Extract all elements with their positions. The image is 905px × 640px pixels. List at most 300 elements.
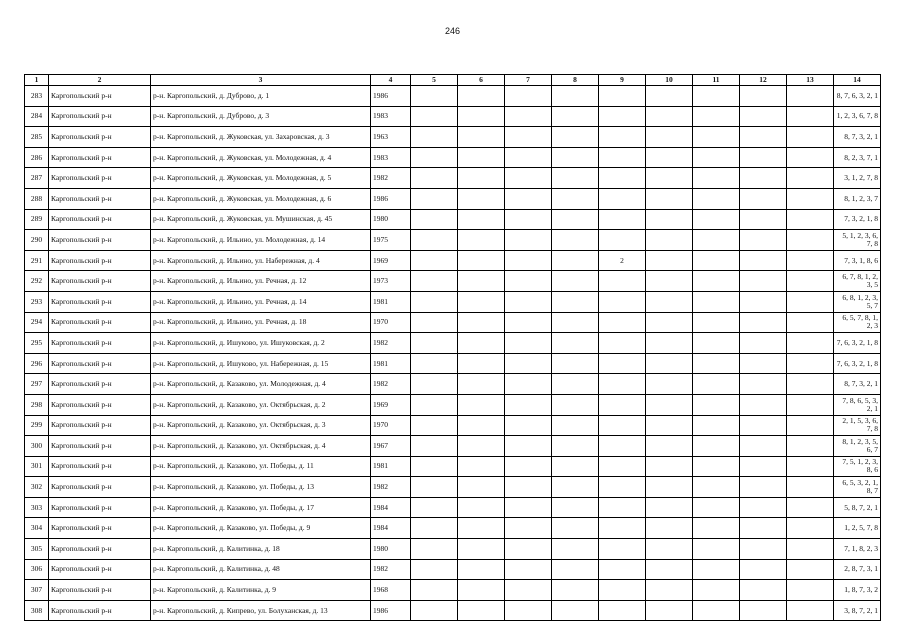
col9-cell — [599, 168, 646, 189]
row-number-cell: 305 — [25, 539, 49, 560]
empty-cell — [552, 518, 599, 539]
empty-cell — [552, 271, 599, 292]
empty-cell — [411, 415, 458, 436]
empty-cell — [693, 559, 740, 580]
address-cell: р-н. Каргопольский, д. Казаково, ул. Победы, д. 17 — [151, 497, 371, 518]
empty-cell — [552, 333, 599, 354]
empty-cell — [505, 539, 552, 560]
col9-cell — [599, 374, 646, 395]
row-number-cell: 290 — [25, 230, 49, 251]
col9-cell — [599, 456, 646, 477]
table-row — [25, 600, 881, 621]
table-row — [25, 415, 881, 436]
column-header: 8 — [552, 75, 599, 86]
table-row — [25, 86, 881, 107]
empty-cell — [693, 518, 740, 539]
empty-cell — [646, 394, 693, 415]
col9-cell — [599, 127, 646, 148]
year-cell: 1986 — [371, 86, 411, 107]
empty-cell — [411, 353, 458, 374]
empty-cell — [693, 312, 740, 333]
empty-cell — [505, 353, 552, 374]
district-cell: Каргопольский р-н — [49, 127, 151, 148]
empty-cell — [693, 271, 740, 292]
row-number-cell: 283 — [25, 86, 49, 107]
district-cell: Каргопольский р-н — [49, 106, 151, 127]
empty-cell — [458, 250, 505, 271]
district-cell: Каргопольский р-н — [49, 291, 151, 312]
empty-cell — [740, 394, 787, 415]
col9-cell — [599, 394, 646, 415]
table-row — [25, 333, 881, 354]
empty-cell — [646, 168, 693, 189]
year-cell: 1967 — [371, 436, 411, 457]
address-cell: р-н. Каргопольский, д. Жуковская, ул. Молодежная, д. 6 — [151, 188, 371, 209]
empty-cell — [458, 209, 505, 230]
empty-cell — [458, 291, 505, 312]
codes-cell: 2, 8, 7, 3, 1 — [834, 559, 881, 580]
district-cell: Каргопольский р-н — [49, 188, 151, 209]
empty-cell — [646, 230, 693, 251]
empty-cell — [411, 188, 458, 209]
table-row — [25, 518, 881, 539]
empty-cell — [458, 518, 505, 539]
empty-cell — [505, 394, 552, 415]
row-number-cell: 306 — [25, 559, 49, 580]
column-header: 12 — [740, 75, 787, 86]
district-cell: Каргопольский р-н — [49, 600, 151, 621]
empty-cell — [505, 271, 552, 292]
empty-cell — [693, 600, 740, 621]
empty-cell — [646, 353, 693, 374]
empty-cell — [505, 600, 552, 621]
col9-cell — [599, 518, 646, 539]
year-cell: 1984 — [371, 497, 411, 518]
address-cell: р-н. Каргопольский, д. Жуковская, ул. Захаровская, д. 3 — [151, 127, 371, 148]
row-number-cell: 298 — [25, 394, 49, 415]
col9-cell: 2 — [599, 250, 646, 271]
empty-cell — [740, 188, 787, 209]
empty-cell — [458, 456, 505, 477]
col9-cell — [599, 106, 646, 127]
year-cell: 1982 — [371, 374, 411, 395]
empty-cell — [740, 230, 787, 251]
row-number-cell: 286 — [25, 147, 49, 168]
column-header: 2 — [49, 75, 151, 86]
table-row — [25, 477, 881, 498]
empty-cell — [505, 333, 552, 354]
empty-cell — [787, 394, 834, 415]
empty-cell — [740, 436, 787, 457]
table-row — [25, 559, 881, 580]
empty-cell — [458, 559, 505, 580]
empty-cell — [646, 106, 693, 127]
empty-cell — [505, 518, 552, 539]
codes-cell: 8, 7, 3, 2, 1 — [834, 127, 881, 148]
empty-cell — [458, 86, 505, 107]
codes-cell: 7, 3, 2, 1, 8 — [834, 209, 881, 230]
empty-cell — [646, 539, 693, 560]
col9-cell — [599, 497, 646, 518]
col9-cell — [599, 539, 646, 560]
empty-cell — [646, 456, 693, 477]
district-cell: Каргопольский р-н — [49, 209, 151, 230]
year-cell: 1973 — [371, 271, 411, 292]
district-cell: Каргопольский р-н — [49, 168, 151, 189]
empty-cell — [552, 539, 599, 560]
year-cell: 1980 — [371, 209, 411, 230]
empty-cell — [693, 86, 740, 107]
table-row — [25, 127, 881, 148]
empty-cell — [552, 477, 599, 498]
row-number-cell: 297 — [25, 374, 49, 395]
column-header: 11 — [693, 75, 740, 86]
district-cell: Каргопольский р-н — [49, 353, 151, 374]
year-cell: 1969 — [371, 250, 411, 271]
empty-cell — [693, 436, 740, 457]
district-cell: Каргопольский р-н — [49, 147, 151, 168]
address-cell: р-н. Каргопольский, д. Жуковская, ул. Мушинская, д. 45 — [151, 209, 371, 230]
row-number-cell: 293 — [25, 291, 49, 312]
empty-cell — [740, 497, 787, 518]
empty-cell — [411, 374, 458, 395]
empty-cell — [787, 580, 834, 601]
col9-cell — [599, 436, 646, 457]
codes-cell: 1, 8, 7, 3, 2 — [834, 580, 881, 601]
codes-cell: 5, 8, 7, 2, 1 — [834, 497, 881, 518]
empty-cell — [505, 374, 552, 395]
empty-cell — [411, 147, 458, 168]
empty-cell — [740, 415, 787, 436]
district-cell: Каргопольский р-н — [49, 394, 151, 415]
empty-cell — [552, 456, 599, 477]
year-cell: 1986 — [371, 600, 411, 621]
table-row — [25, 250, 881, 271]
district-cell: Каргопольский р-н — [49, 333, 151, 354]
col9-cell — [599, 291, 646, 312]
table-row — [25, 209, 881, 230]
address-cell: р-н. Каргопольский, д. Калитинка, д. 18 — [151, 539, 371, 560]
address-cell: р-н. Каргопольский, д. Казаково, ул. Победы, д. 13 — [151, 477, 371, 498]
empty-cell — [552, 106, 599, 127]
empty-cell — [740, 539, 787, 560]
empty-cell — [646, 518, 693, 539]
empty-cell — [740, 456, 787, 477]
empty-cell — [740, 127, 787, 148]
empty-cell — [505, 147, 552, 168]
district-cell: Каргопольский р-н — [49, 250, 151, 271]
empty-cell — [505, 86, 552, 107]
table-row — [25, 374, 881, 395]
codes-cell: 7, 6, 3, 2, 1, 8 — [834, 333, 881, 354]
empty-cell — [646, 209, 693, 230]
address-cell: р-н. Каргопольский, д. Ильино, ул. Речная, д. 18 — [151, 312, 371, 333]
empty-cell — [411, 497, 458, 518]
empty-cell — [693, 127, 740, 148]
year-cell: 1983 — [371, 106, 411, 127]
empty-cell — [787, 477, 834, 498]
col9-cell — [599, 477, 646, 498]
empty-cell — [646, 147, 693, 168]
empty-cell — [505, 127, 552, 148]
empty-cell — [505, 230, 552, 251]
district-cell: Каргопольский р-н — [49, 230, 151, 251]
empty-cell — [693, 394, 740, 415]
empty-cell — [411, 230, 458, 251]
empty-cell — [458, 168, 505, 189]
year-cell: 1986 — [371, 188, 411, 209]
empty-cell — [787, 209, 834, 230]
page-number: 246 — [444, 26, 461, 36]
district-cell: Каргопольский р-н — [49, 271, 151, 292]
empty-cell — [693, 209, 740, 230]
codes-cell: 7, 6, 3, 2, 1, 8 — [834, 353, 881, 374]
empty-cell — [411, 600, 458, 621]
address-cell: р-н. Каргопольский, д. Калитинка, д. 48 — [151, 559, 371, 580]
codes-cell: 6, 5, 7, 8, 1, 2, 3 — [834, 312, 881, 333]
codes-cell: 6, 8, 1, 2, 3, 5, 7 — [834, 291, 881, 312]
empty-cell — [740, 250, 787, 271]
empty-cell — [458, 333, 505, 354]
empty-cell — [693, 456, 740, 477]
empty-cell — [646, 580, 693, 601]
column-header: 10 — [646, 75, 693, 86]
empty-cell — [787, 374, 834, 395]
address-cell: р-н. Каргопольский, д. Дуброво, д. 1 — [151, 86, 371, 107]
empty-cell — [458, 436, 505, 457]
empty-cell — [787, 518, 834, 539]
empty-cell — [646, 477, 693, 498]
address-cell: р-н. Каргопольский, д. Ильино, ул. Речная, д. 12 — [151, 271, 371, 292]
empty-cell — [552, 394, 599, 415]
column-header: 5 — [411, 75, 458, 86]
empty-cell — [411, 456, 458, 477]
empty-cell — [693, 580, 740, 601]
row-number-cell: 294 — [25, 312, 49, 333]
data-table — [24, 74, 881, 621]
address-cell: р-н. Каргопольский, д. Казаково, ул. Октябрьская, д. 4 — [151, 436, 371, 457]
empty-cell — [552, 209, 599, 230]
year-cell: 1980 — [371, 539, 411, 560]
empty-cell — [646, 312, 693, 333]
empty-cell — [646, 497, 693, 518]
empty-cell — [552, 436, 599, 457]
year-cell: 1982 — [371, 559, 411, 580]
empty-cell — [740, 106, 787, 127]
empty-cell — [787, 456, 834, 477]
empty-cell — [693, 374, 740, 395]
empty-cell — [458, 539, 505, 560]
col9-cell — [599, 415, 646, 436]
empty-cell — [505, 436, 552, 457]
empty-cell — [646, 127, 693, 148]
empty-cell — [552, 580, 599, 601]
row-number-cell: 292 — [25, 271, 49, 292]
address-cell: р-н. Каргопольский, д. Дуброво, д. 3 — [151, 106, 371, 127]
address-cell: р-н. Каргопольский, д. Кипрево, ул. Болуханская, д. 13 — [151, 600, 371, 621]
empty-cell — [458, 394, 505, 415]
codes-cell: 8, 1, 2, 3, 7 — [834, 188, 881, 209]
district-cell: Каргопольский р-н — [49, 86, 151, 107]
empty-cell — [740, 580, 787, 601]
empty-cell — [740, 312, 787, 333]
empty-cell — [693, 188, 740, 209]
col9-cell — [599, 271, 646, 292]
empty-cell — [787, 436, 834, 457]
row-number-cell: 295 — [25, 333, 49, 354]
empty-cell — [505, 250, 552, 271]
empty-cell — [646, 436, 693, 457]
table-row — [25, 539, 881, 560]
district-cell: Каргопольский р-н — [49, 580, 151, 601]
empty-cell — [552, 291, 599, 312]
empty-cell — [552, 559, 599, 580]
empty-cell — [505, 477, 552, 498]
empty-cell — [505, 497, 552, 518]
empty-cell — [740, 518, 787, 539]
table-row — [25, 168, 881, 189]
empty-cell — [505, 580, 552, 601]
empty-cell — [693, 106, 740, 127]
empty-cell — [552, 147, 599, 168]
codes-cell: 6, 7, 8, 1, 2, 3, 5 — [834, 271, 881, 292]
empty-cell — [505, 415, 552, 436]
empty-cell — [458, 127, 505, 148]
empty-cell — [458, 415, 505, 436]
district-cell: Каргопольский р-н — [49, 477, 151, 498]
empty-cell — [740, 333, 787, 354]
empty-cell — [740, 86, 787, 107]
district-cell: Каргопольский р-н — [49, 518, 151, 539]
empty-cell — [552, 312, 599, 333]
empty-cell — [505, 291, 552, 312]
empty-cell — [787, 312, 834, 333]
column-header: 3 — [151, 75, 371, 86]
empty-cell — [693, 539, 740, 560]
row-number-cell: 307 — [25, 580, 49, 601]
empty-cell — [411, 127, 458, 148]
year-cell: 1981 — [371, 291, 411, 312]
address-cell: р-н. Каргопольский, д. Калитинка, д. 9 — [151, 580, 371, 601]
empty-cell — [787, 86, 834, 107]
district-cell: Каргопольский р-н — [49, 559, 151, 580]
empty-cell — [646, 559, 693, 580]
empty-cell — [411, 580, 458, 601]
address-cell: р-н. Каргопольский, д. Казаково, ул. Победы, д. 11 — [151, 456, 371, 477]
table-row — [25, 394, 881, 415]
codes-cell: 1, 2, 5, 7, 8 — [834, 518, 881, 539]
codes-cell: 8, 1, 2, 3, 5, 6, 7 — [834, 436, 881, 457]
row-number-cell: 299 — [25, 415, 49, 436]
row-number-cell: 308 — [25, 600, 49, 621]
table-row — [25, 188, 881, 209]
codes-cell: 1, 2, 3, 6, 7, 8 — [834, 106, 881, 127]
col9-cell — [599, 600, 646, 621]
col9-cell — [599, 333, 646, 354]
address-cell: р-н. Каргопольский, д. Ильино, ул. Молодежная, д. 14 — [151, 230, 371, 251]
column-header: 1 — [25, 75, 49, 86]
empty-cell — [505, 456, 552, 477]
row-number-cell: 302 — [25, 477, 49, 498]
empty-cell — [740, 559, 787, 580]
empty-cell — [458, 106, 505, 127]
empty-cell — [693, 147, 740, 168]
empty-cell — [787, 291, 834, 312]
row-number-cell: 303 — [25, 497, 49, 518]
empty-cell — [787, 230, 834, 251]
empty-cell — [693, 230, 740, 251]
empty-cell — [740, 271, 787, 292]
empty-cell — [787, 168, 834, 189]
empty-cell — [646, 291, 693, 312]
year-cell: 1970 — [371, 312, 411, 333]
empty-cell — [552, 497, 599, 518]
codes-cell: 7, 5, 1, 2, 3, 8, 6 — [834, 456, 881, 477]
empty-cell — [552, 188, 599, 209]
empty-cell — [693, 497, 740, 518]
empty-cell — [458, 353, 505, 374]
table-body — [25, 86, 881, 621]
table-row — [25, 291, 881, 312]
year-cell: 1968 — [371, 580, 411, 601]
empty-cell — [740, 291, 787, 312]
empty-cell — [787, 271, 834, 292]
row-number-cell: 284 — [25, 106, 49, 127]
empty-cell — [458, 312, 505, 333]
district-cell: Каргопольский р-н — [49, 436, 151, 457]
empty-cell — [740, 168, 787, 189]
empty-cell — [787, 539, 834, 560]
empty-cell — [693, 415, 740, 436]
empty-cell — [740, 477, 787, 498]
codes-cell: 3, 8, 7, 2, 1 — [834, 600, 881, 621]
empty-cell — [411, 312, 458, 333]
year-cell: 1981 — [371, 456, 411, 477]
codes-cell: 8, 7, 3, 2, 1 — [834, 374, 881, 395]
empty-cell — [552, 415, 599, 436]
column-header: 6 — [458, 75, 505, 86]
table-row — [25, 230, 881, 251]
empty-cell — [787, 600, 834, 621]
empty-cell — [458, 477, 505, 498]
empty-cell — [458, 230, 505, 251]
empty-cell — [646, 415, 693, 436]
empty-cell — [552, 127, 599, 148]
row-number-cell: 285 — [25, 127, 49, 148]
empty-cell — [505, 209, 552, 230]
year-cell: 1982 — [371, 477, 411, 498]
row-number-cell: 300 — [25, 436, 49, 457]
table-row — [25, 353, 881, 374]
empty-cell — [693, 291, 740, 312]
empty-cell — [552, 374, 599, 395]
empty-cell — [552, 230, 599, 251]
address-cell: р-н. Каргопольский, д. Жуковская, ул. Молодежная, д. 5 — [151, 168, 371, 189]
empty-cell — [693, 168, 740, 189]
district-cell: Каргопольский р-н — [49, 415, 151, 436]
col9-cell — [599, 188, 646, 209]
empty-cell — [787, 106, 834, 127]
empty-cell — [411, 477, 458, 498]
empty-cell — [411, 168, 458, 189]
empty-cell — [505, 106, 552, 127]
column-header: 4 — [371, 75, 411, 86]
empty-cell — [787, 497, 834, 518]
year-cell: 1969 — [371, 394, 411, 415]
empty-cell — [458, 600, 505, 621]
table-row — [25, 147, 881, 168]
empty-cell — [411, 333, 458, 354]
